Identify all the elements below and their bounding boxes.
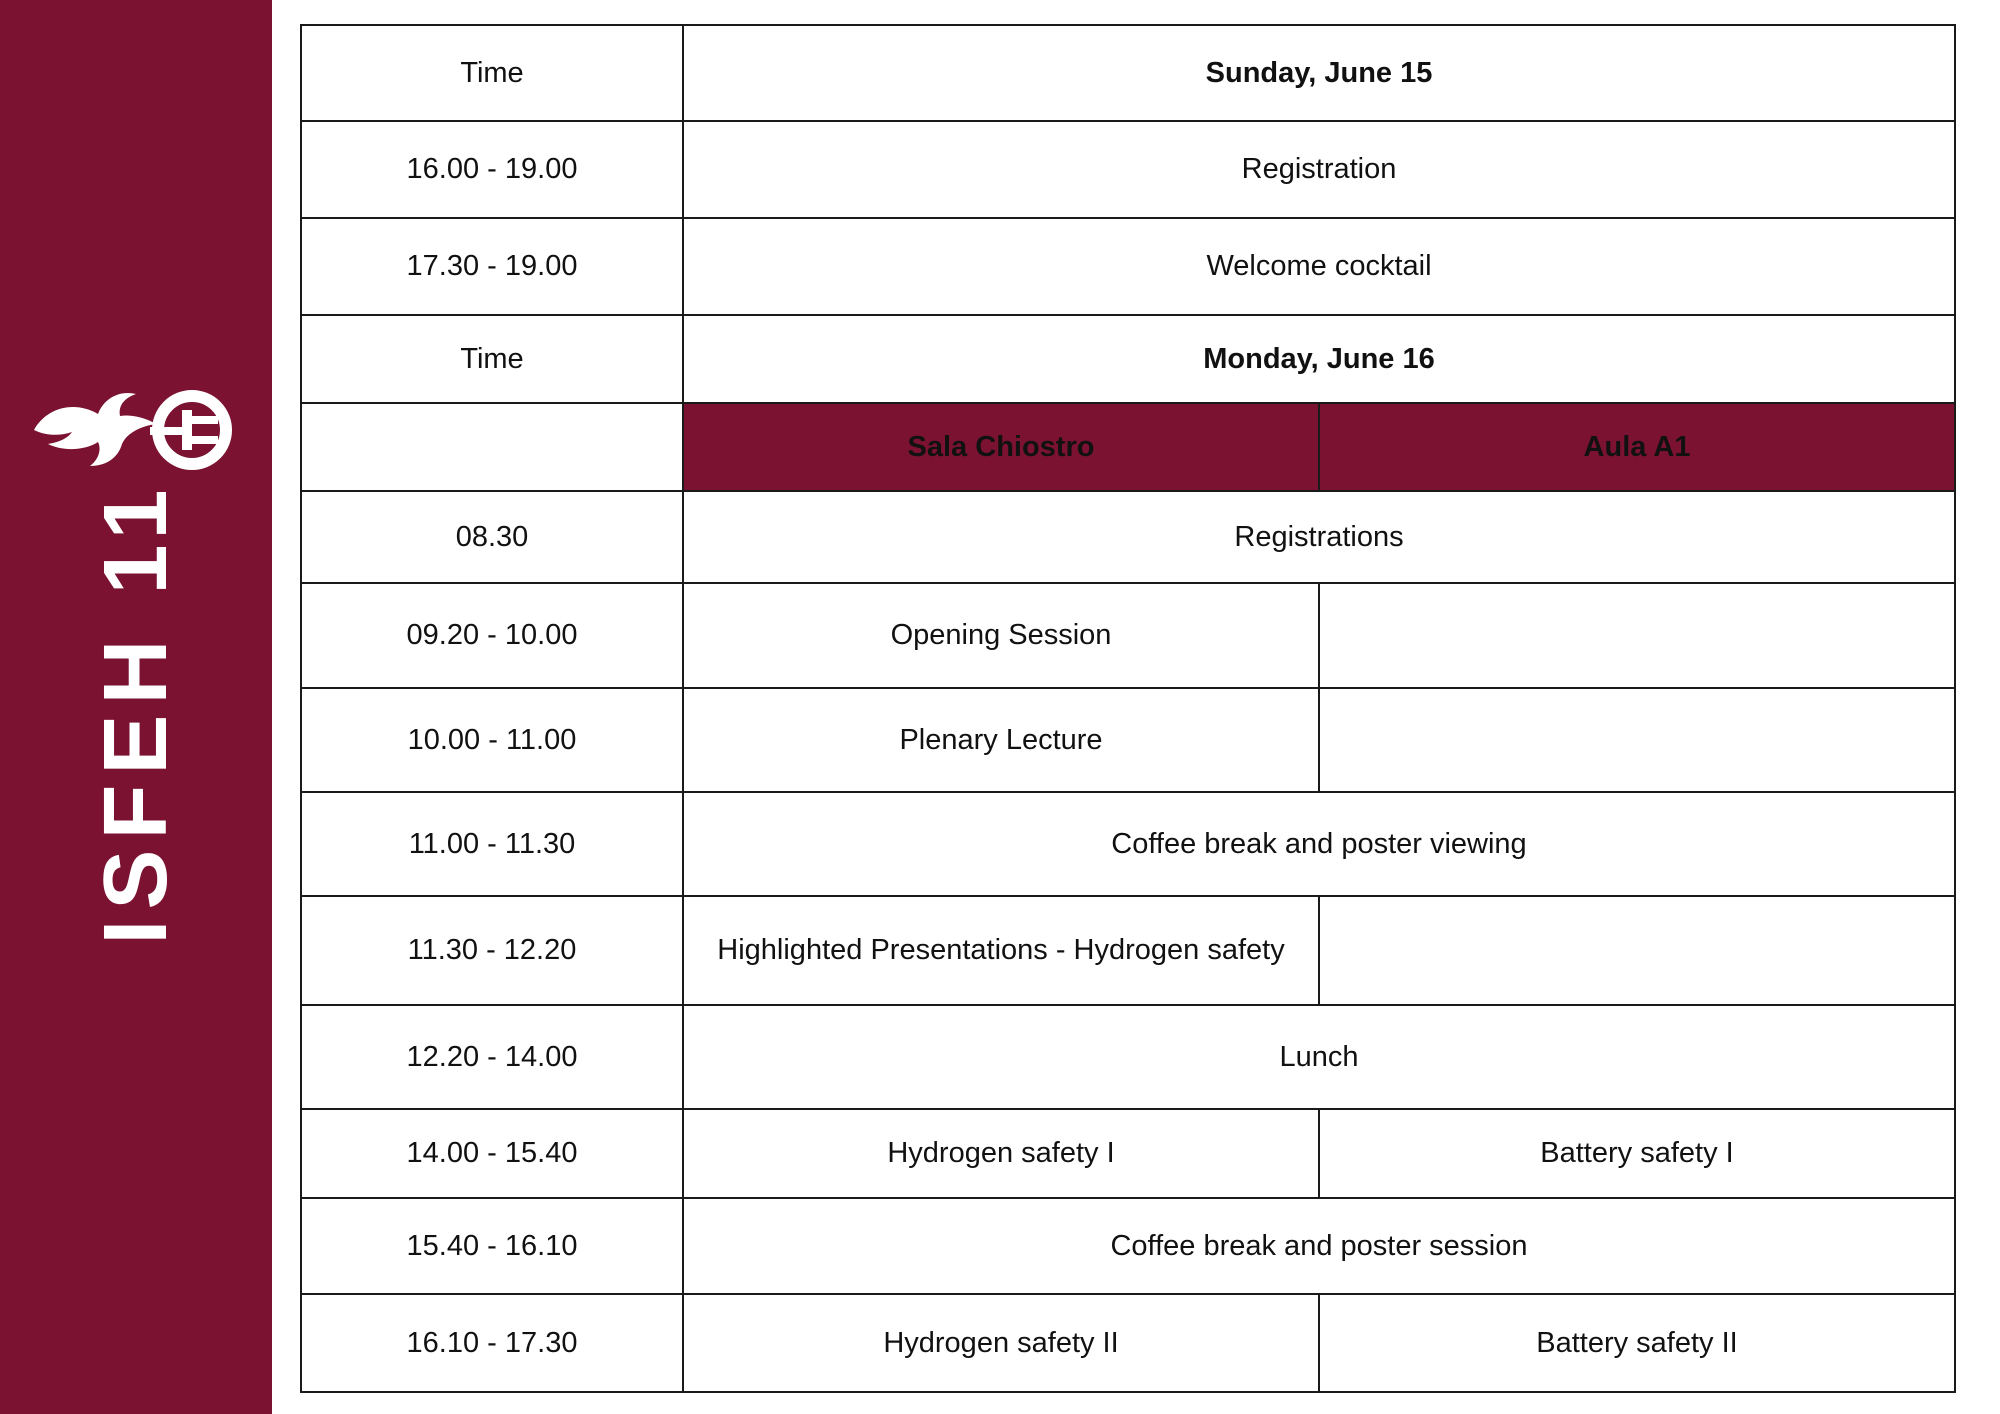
time-cell: 16.10 - 17.30 — [301, 1294, 683, 1392]
event-cell: Registrations — [683, 491, 1955, 583]
table-row — [301, 1198, 1955, 1294]
event-cell: Registration — [683, 121, 1955, 218]
time-cell: 08.30 — [301, 491, 683, 583]
room-header-aula-a1: Aula A1 — [1319, 403, 1955, 491]
session-cell-aula-a1 — [1319, 583, 1955, 688]
table-row — [301, 688, 1955, 792]
empty-cell — [301, 403, 683, 491]
session-cell-aula-a1 — [1319, 688, 1955, 792]
event-cell: Coffee break and poster session — [683, 1198, 1955, 1294]
table-row — [301, 1005, 1955, 1109]
table-row — [301, 583, 1955, 688]
session-cell-sala-chiostro: Hydrogen safety I — [683, 1109, 1319, 1198]
session-cell-sala-chiostro: Plenary Lecture — [683, 688, 1319, 792]
brand-title: ISFEH 11 — [86, 479, 186, 945]
flame-and-shield-logo-icon — [32, 380, 240, 480]
table-row — [301, 315, 1955, 403]
table-row — [301, 403, 1955, 491]
session-cell-aula-a1: Battery safety II — [1319, 1294, 1955, 1392]
time-cell: 11.00 - 11.30 — [301, 792, 683, 896]
event-cell: Coffee break and poster viewing — [683, 792, 1955, 896]
time-cell: 15.40 - 16.10 — [301, 1198, 683, 1294]
table-row — [301, 896, 1955, 1005]
time-cell: 17.30 - 19.00 — [301, 218, 683, 315]
session-cell-sala-chiostro: Opening Session — [683, 583, 1319, 688]
time-cell: 14.00 - 15.40 — [301, 1109, 683, 1198]
session-cell-sala-chiostro: Highlighted Presentations - Hydrogen safety — [683, 896, 1319, 1005]
schedule-table — [300, 24, 1956, 1393]
time-cell: 10.00 - 11.00 — [301, 688, 683, 792]
event-cell: Welcome cocktail — [683, 218, 1955, 315]
table-row — [301, 25, 1955, 121]
sidebar — [0, 0, 272, 1414]
time-cell: 09.20 - 10.00 — [301, 583, 683, 688]
day-heading-monday: Monday, June 16 — [683, 315, 1955, 403]
time-column-header: Time — [301, 25, 683, 121]
session-cell-aula-a1: Battery safety I — [1319, 1109, 1955, 1198]
time-cell: 16.00 - 19.00 — [301, 121, 683, 218]
table-row — [301, 218, 1955, 315]
session-cell-aula-a1 — [1319, 896, 1955, 1005]
session-cell-sala-chiostro: Hydrogen safety II — [683, 1294, 1319, 1392]
event-cell: Lunch — [683, 1005, 1955, 1109]
table-row — [301, 121, 1955, 218]
time-cell: 12.20 - 14.00 — [301, 1005, 683, 1109]
table-row — [301, 792, 1955, 896]
time-column-header: Time — [301, 315, 683, 403]
table-row — [301, 491, 1955, 583]
table-row — [301, 1109, 1955, 1198]
day-heading-sunday: Sunday, June 15 — [683, 25, 1955, 121]
time-cell: 11.30 - 12.20 — [301, 896, 683, 1005]
room-header-sala-chiostro: Sala Chiostro — [683, 403, 1319, 491]
table-row — [301, 1294, 1955, 1392]
